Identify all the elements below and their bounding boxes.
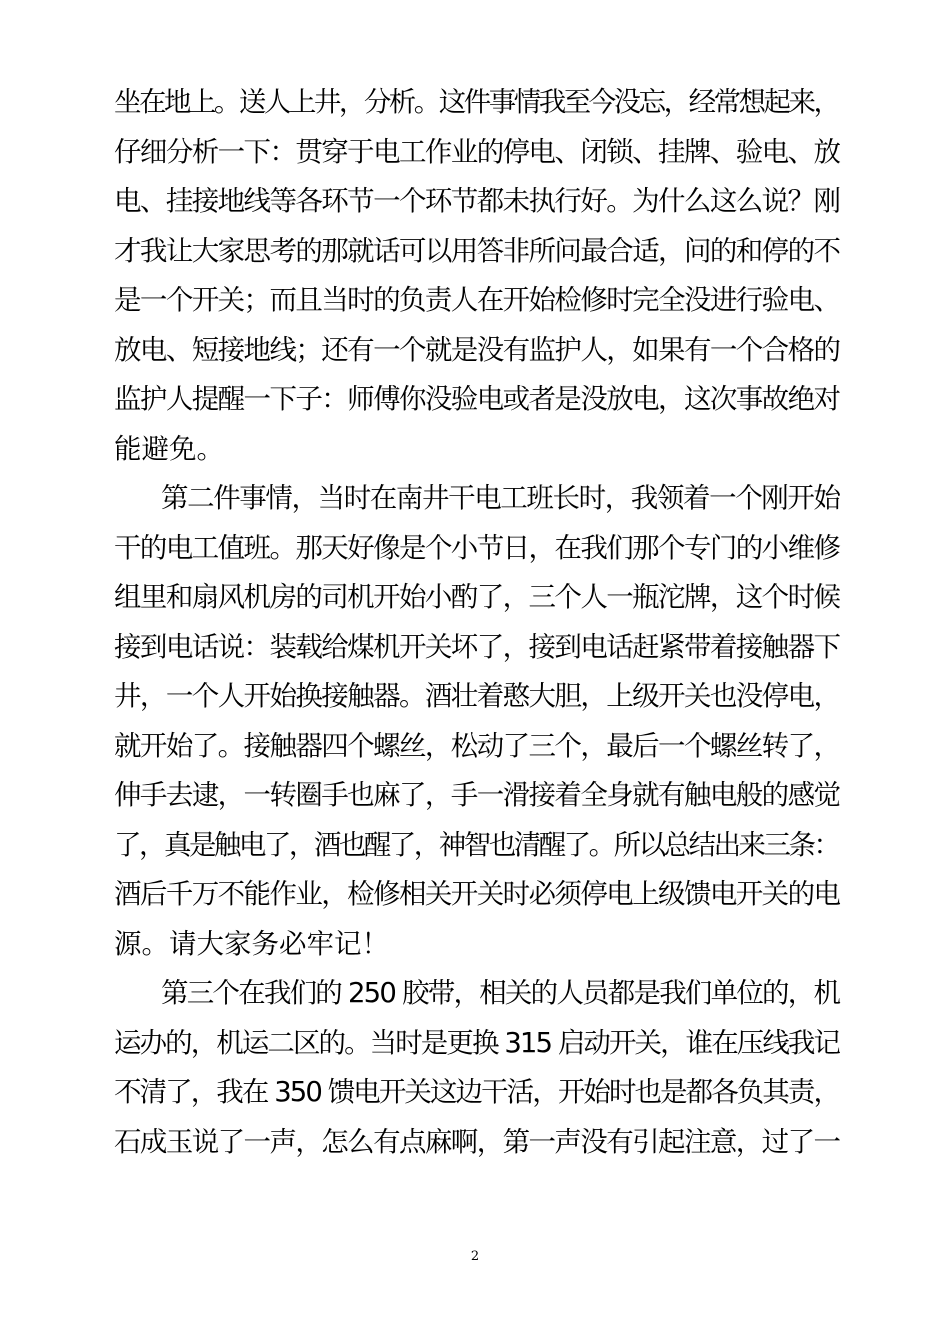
text-line: 仔细分析一下：贯穿于电工作业的停电、闭锁、挂牌、验电、放 xyxy=(114,135,840,168)
text-line: 了，真是触电了，酒也醒了，神智也清醒了。所以总结出来三条： xyxy=(114,828,839,861)
text-line: 接到电话说：装载给煤机开关坏了，接到电话赶紧带着接触器下 xyxy=(114,630,840,663)
text-line: 不清了，我在 350 馈电开关这边干活，开始时也是都各负其责， xyxy=(114,1076,840,1108)
text-line: 井，一个人开始换接触器。酒壮着憨大胆，上级开关也没停电， xyxy=(114,680,840,712)
text-line: 伸手去逮，一转圈手也麻了，手一滑接着全身就有触电般的感觉 xyxy=(114,779,840,811)
text-line: 酒后千万不能作业，检修相关开关时必须停电上级馈电开关的电 xyxy=(114,878,840,910)
text-line: 电、挂接地线等各环节一个环节都未执行好。为什么这么说？刚 xyxy=(114,185,840,217)
text-line: 能避免。 xyxy=(114,432,224,465)
text-line: 监护人提醒一下子：师傅你没验电或者是没放电，这次事故绝对 xyxy=(114,383,840,415)
document-body xyxy=(114,78,841,1167)
text-line: 第二件事情，当时在南井干电工班长时，我领着一个刚开始 xyxy=(161,482,840,514)
text-line: 放电、短接地线；还有一个就是没有监护人，如果有一个合格的 xyxy=(114,333,840,366)
text-line: 石成玉说了一声，怎么有点麻啊，第一声没有引起注意，过了一 xyxy=(114,1125,840,1158)
text-line: 第三个在我们的 250 胶带，相关的人员都是我们单位的，机 xyxy=(161,977,840,1009)
text-line: 源。请大家务必牢记！ xyxy=(114,927,389,960)
text-line: 才我让大家思考的那就话可以用答非所问最合适，问的和停的不 xyxy=(114,234,840,267)
text-line: 就开始了。接触器四个螺丝，松动了三个，最后一个螺丝转了， xyxy=(114,729,840,762)
text-line: 组里和扇风机房的司机开始小酌了，三个人一瓶沱牌，这个时候 xyxy=(114,581,840,613)
text-line: 运办的，机运二区的。当时是更换 315 启动开关，谁在压线我记 xyxy=(114,1026,840,1059)
page-number: 2 xyxy=(470,1249,480,1264)
text-line: 干的电工值班。那天好像是个小节日，在我们那个专门的小维修 xyxy=(114,531,840,564)
text-line: 坐在地上。送人上井，分析。这件事情我至今没忘，经常想起来， xyxy=(114,86,839,118)
text-line: 是一个开关；而且当时的负责人在开始检修时完全没进行验电、 xyxy=(114,284,840,316)
